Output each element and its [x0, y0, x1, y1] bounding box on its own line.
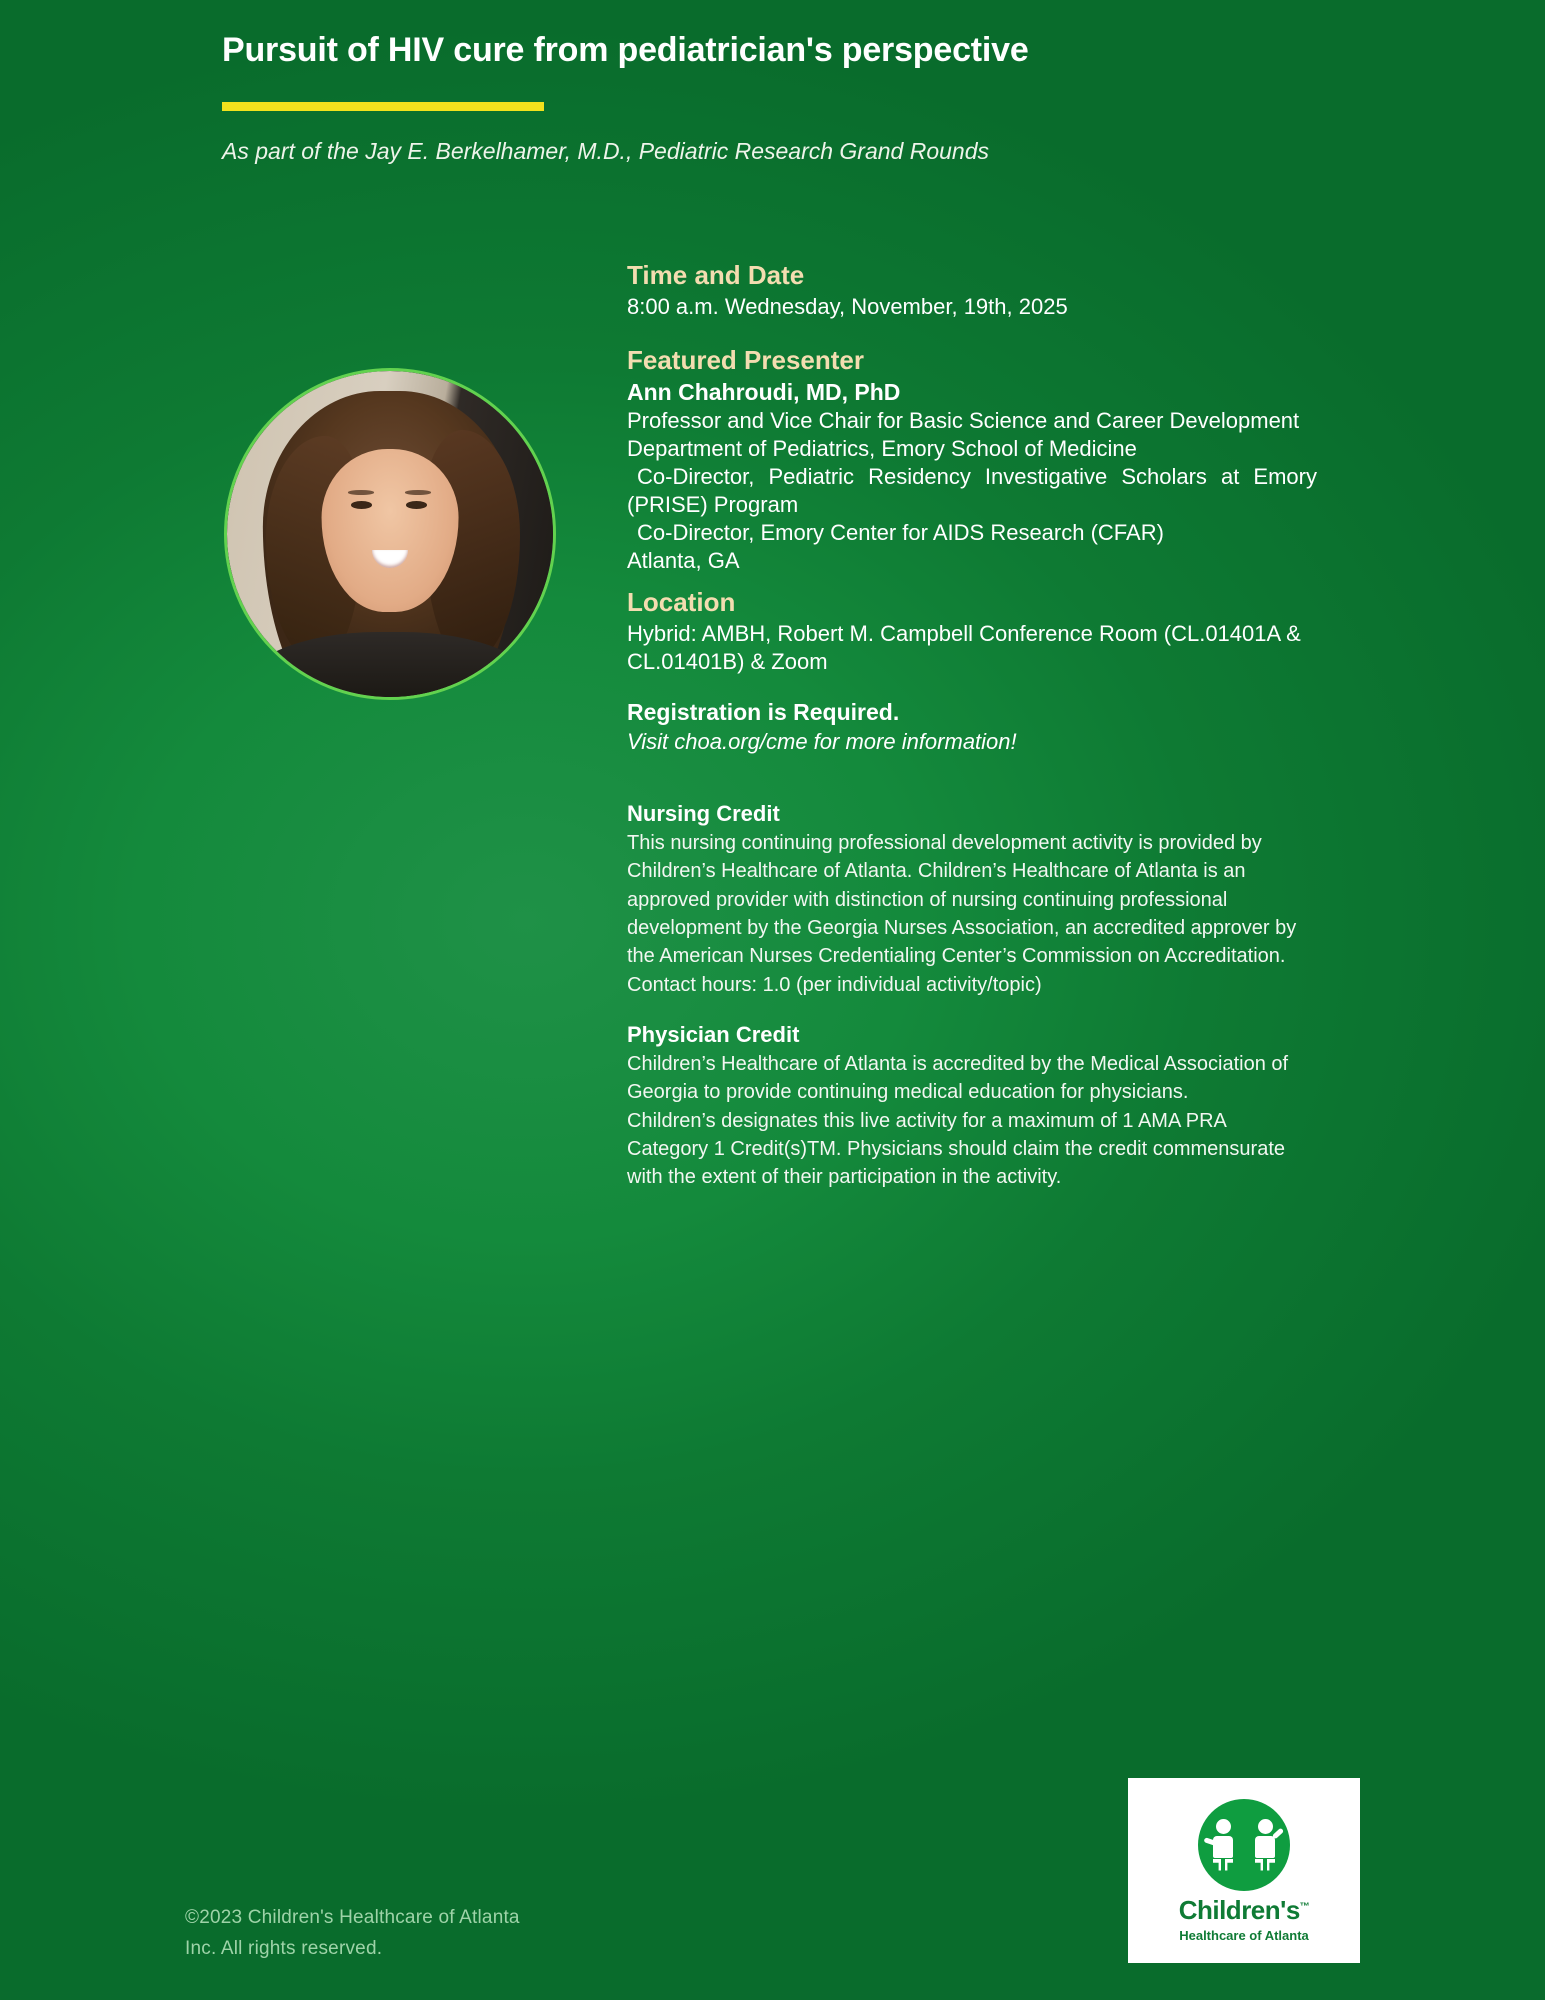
time-and-date-heading: Time and Date [627, 260, 805, 290]
child-figure-right [1254, 1819, 1276, 1873]
physician-credit-body-1: Children’s Healthcare of Atlanta is accredited by the Medical Association of Georgia to provide continuing medical education for physicians. [627, 1052, 1289, 1104]
presenter-name: Ann Chahroudi, MD, PhD [627, 378, 901, 405]
featured-presenter-heading: Featured Presenter [627, 344, 864, 375]
portrait-image [227, 371, 553, 697]
presenter-photo [224, 368, 556, 700]
presenter-affiliation-3: Co-Director, Emory Center for AIDS Research (CFAR) [637, 520, 1164, 546]
copyright-footer [185, 1903, 705, 1965]
childrens-healthcare-logo [1128, 1778, 1360, 1963]
physician-credit-body-2: Children’s designates this live activity for a maximum of 1 AMA PRA [627, 1109, 1227, 1132]
logo-wordmark [1179, 1895, 1310, 1926]
presenter-affiliation-1: Professor and Vice Chair for Basic Science and Career Development Department of Pediatrics, Emory School of Medicine [627, 408, 1300, 462]
location-heading: Location [627, 587, 736, 618]
logo-subtext: Healthcare of Atlanta [1179, 1927, 1309, 1943]
title-accent-rule [222, 102, 544, 111]
location-value: Hybrid: AMBH, Robert M. Campbell Conference Room (CL.01401A & CL.01401B) & Zoom [627, 620, 1301, 674]
portrait-brow-left [348, 490, 374, 495]
physician-credit-body-3: Category 1 Credit(s)TM. Physicians should claim the credit commensurate with the extent of their participation in the activity. [627, 1138, 1286, 1189]
child-figure-left [1212, 1819, 1234, 1873]
nursing-credit-contact-hours: Contact hours: 1.0 (per individual activity/topic) [627, 973, 1042, 996]
poster-content [627, 258, 1317, 1192]
page-subtitle: As part of the Jay E. Berkelhamer, M.D., Pediatric Research Grand Rounds [222, 137, 990, 164]
registration-note[interactable]: Visit choa.org/cme for more information! [627, 728, 1017, 754]
logo-wordmark-text: Children's [1178, 1894, 1300, 1925]
page-title: Pursuit of HIV cure from pediatrician's perspective [222, 31, 1029, 69]
logo-trademark-symbol: ™ [1299, 1900, 1310, 1912]
copyright-line-2: Inc. All rights reserved. [185, 1937, 383, 1959]
copyright-line-1: ©2023 Children's Healthcare of Atlanta [185, 1907, 520, 1928]
nursing-credit-body: This nursing continuing professional development activity is provided by Children’s Healthcare of Atlanta. Children’s Healthcare of Atlanta is an approved provider with distinction of nursing continuing professional development by the Georgia Nurses Association, an accredited approver by the American Nurses Credentialing Center’s Commission on Accreditation. [627, 831, 1297, 968]
time-and-date-value: 8:00 a.m. Wednesday, November, 19th, 2025 [627, 293, 1068, 319]
nursing-credit-heading: Nursing Credit [627, 801, 780, 827]
physician-credit-heading: Physician Credit [627, 1022, 800, 1048]
presenter-city: Atlanta, GA [627, 548, 740, 574]
registration-headline: Registration is Required. [627, 698, 900, 725]
portrait-brow-right [405, 490, 431, 495]
poster-header [222, 28, 1122, 167]
two-children-icon [1198, 1799, 1290, 1891]
presenter-affiliation-2: Co-Director, Pediatric Residency Investigative Scholars at Emory (PRISE) Program [627, 464, 1317, 518]
